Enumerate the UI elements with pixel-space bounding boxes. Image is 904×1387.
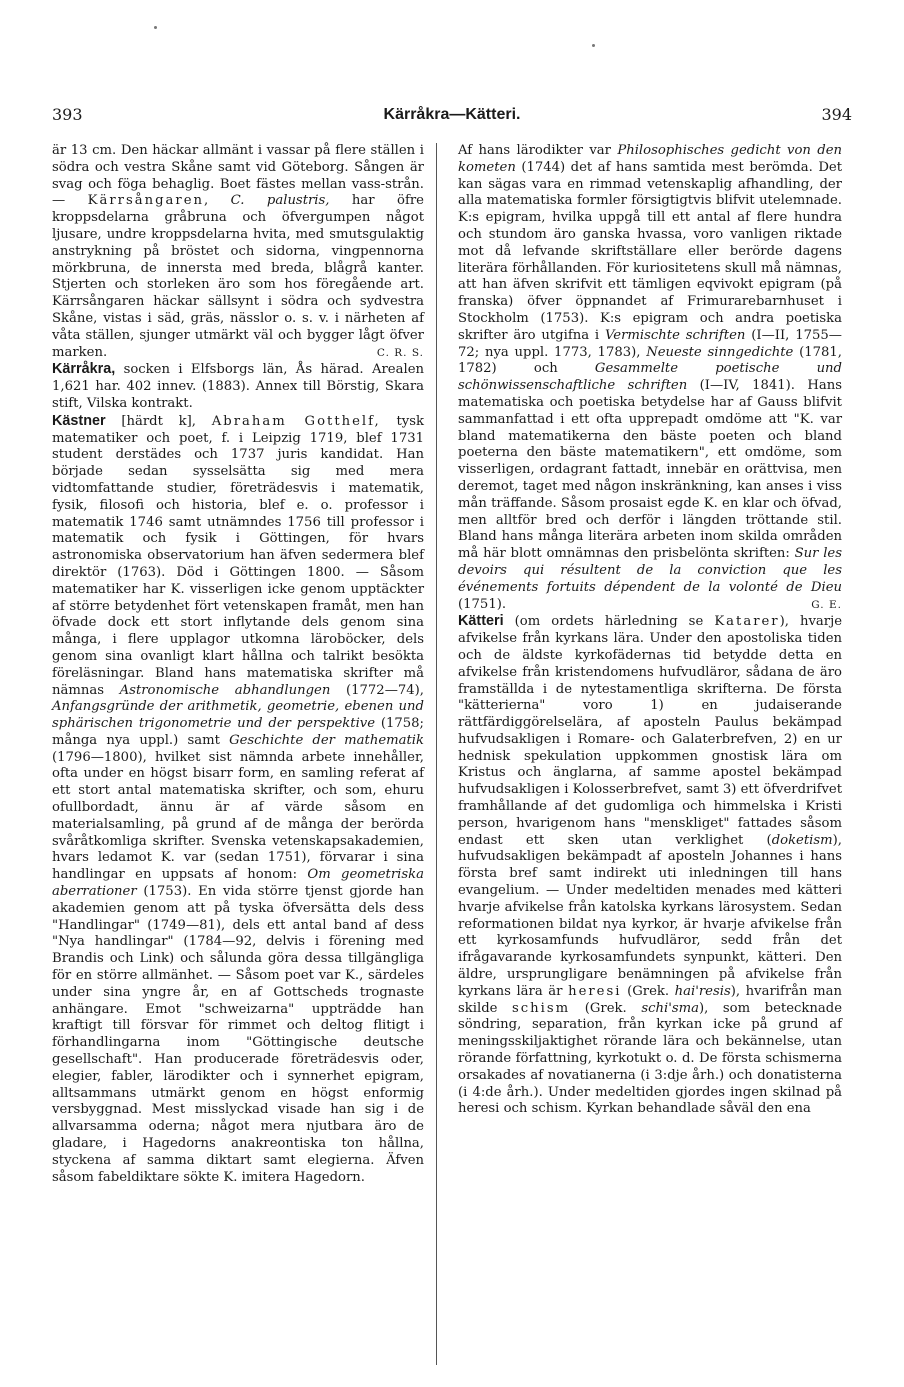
entry-karrsangare-tail: är 13 cm. Den häckar allmänt i vassar på flere ställen i södra och vestra Skåne samt vid Göteborg. Sången är svag och föga behaglig. Boet fästes mellan vass-strån. — Kärrsångaren, C. palustris, har öfre kroppsdelarna gråbruna och öfvergumpen något ljusare, undre kroppsdelarna hvita, med smutsgulaktig anstrykning på bröstet och sidorna, vingpennorna mörkbruna, de innersta med breda, blågrå kanter. Stjerten och storleken äro som hos föregående art. Kärrsångaren häckar sällsynt i södra och sydvestra Skåne, vistas i säd, gräs, nässlor o. s. v. i närheten af våta ställen, sjunger utmärkt väl och bygger lågt öfver marken. C. R. S. — [52, 143, 424, 360]
term-karrsangaren: Kärrsångaren — [87, 193, 204, 209]
headword-karrakra: Kärråkra, — [52, 361, 116, 378]
cross-reference: Katarer — [714, 614, 780, 630]
running-title: Kärråkra—Kätteri. — [383, 106, 521, 123]
term-schism: schism — [512, 1000, 571, 1016]
headword-katteri: Kätteri — [458, 613, 504, 630]
entry-karrakra: Kärråkra, socken i Elfsborgs län, Ås härad. Arealen 1,621 har. 402 innev. (1883). Annex till Börstig, Skara stift, Vilska kontrakt. — [52, 361, 424, 411]
term-heresi: heresi — [568, 983, 622, 999]
entry-kastner-continued: Af hans lärodikter var Philosophisches gedicht von den kometen (1744) det af hans samtida mest berömda. Det kan sägas vara en rimmad vetenskaplig afhandling, der alla matematiska formler försigtigtvis blifvit utelemnade. K:s epigram, hvilka uppgå till ett antal af flere hundra och stundom äro ganska hvassa, voro vanligen riktade mot då lefvande skriftställare eller berörde dagens literära förhållanden. För kuriositetens skull må nämnas, att han äfven skrifvit ett tämligen eqvivokt epigram (på franska) öfver öppnandet af Frimurarebarnhuset i Stockholm (1753). K:s epigram och andra poetiska skrifter äro utgifna i Vermischte schriften (I—II, 1755—72; nya uppl. 1773, 1783), Neueste sinngedichte (1781, 1782) och Gesammelte poetische und schönwissenschaftliche schriften (I—IV, 1841). Hans matematiska och poetiska betydelse har af Gauss blifvit sammanfattad i ett ofta upprepadt omdöme att "K. var bland matematikerna den bäste poeten och bland poeterna den bäste matematikern", ett omdöme, som visserligen, ordagrant fattadt, innebär en orättvisa, men deremot, taget med någon inskränkning, kan anses i viss mån träffande. Såsom prosaist egde K. en klar och öfvad, men alltför bred och derför i längden tröttande stil. Bland hans många literära arbeten inom skilda områden må här blott omnämnas den prisbelönta skriften: Sur les devoirs qui résultent de la conviction que les événements fortuits dépendent de la volonté de Dieu (1751). G. E. — [458, 143, 842, 612]
page-number-right: 394 — [821, 105, 852, 124]
headword-kastner: Kästner — [52, 412, 106, 429]
scan-speck — [154, 26, 157, 29]
page-number-left: 393 — [52, 105, 83, 124]
person-name: Abraham Gotthelf, — [211, 413, 381, 429]
left-column — [52, 143, 424, 1186]
entry-kastner: Kästner [härdt k], Abraham Gotthelf, tysk matematiker och poet, f. i Leipzig 1719, blef 1731 student derstädes och 1737 juris kandidat. Han började sedan sysselsätta sig med mera vidtomfattande studier, företrädesvis i matematik, fysik, filosofi och historia, blef e. o. professor i matematik 1746 samt utnämndes 1756 till professor i matematik och fysik i Göttingen, för hvars astronomiska observatorium han äfven sedermera blef direktör (1763). Död i Göttingen 1800. — Såsom matematiker har K. visserligen icke genom upptäckter af större betydenhet fört vetenskapen framåt, men han öfvade dock ett stort inflytande dels genom sina många, i flere upplagor utkomna läroböcker, dels genom sina ovanligt klart hållna och talrikt besökta föreläsningar. Bland hans matematiska skrifter må nämnas Astronomische abhandlungen (1772—74), Anfangsgründe der arithmetik, geometrie, ebenen und sphärischen trigonometrie und der perspektive (1758; många nya uppl.) samt Geschichte der mathematik (1796—1800), hvilket sist nämnda arbete innehåller, ofta under en högst bisarr form, en samling referat af ett stort antal matematiska skrifter, och som, ehuru ofullbordadt, ännu är af värde såsom en materialsamling, på grund af de många der berörda svåråtkomliga skrifter. Svenska vetenskapsakademien, hvars ledamot K. var (sedan 1751), förvarar i sina handlingar en uppsats af honom: Om geometriska aberrationer (1753). En vida större tjenst gjorde han akademien genom att på tyska öfversätta dels dess "Handlingar" (1749—81), dels ett antal band af dess "Nya handlingar" (1784—92, delvis i förening med Brandis och Link) och sålunda göra dessa tillgängliga för en större allmänhet. — Såsom poet var K., särdeles under sina yngre år, en af Gottscheds trognaste anhängare. Emot "schweizarna" uppträdde han kraftigt till försvar för rimmet och deltog flitigt i förhandlingarna inom "Göttingische deutsche gesellschaft". Han producerade företrädesvis oder, elegier, fabler, lärodikter och i synnerhet epigram, alltsammans utmärkt genom en högst enformig versbyggnad. Mest misslyckad visade han sig i de allvarsamma oderna; något mera njutbara äro de gladare, i Hagedorns anakreontiska ton hållna, styckena af samma diktart samt elegierna. Äfven såsom fabeldiktare sökte K. imitera Hagedorn. — [52, 412, 425, 1185]
page-header — [52, 104, 852, 126]
column-divider — [436, 143, 437, 1365]
scan-speck — [592, 44, 595, 47]
author-signature: G. E. — [811, 598, 842, 611]
right-column — [458, 143, 842, 1118]
author-signature: C. R. S. — [376, 346, 424, 359]
latin-name: C. palustris, — [230, 193, 330, 209]
entry-katteri: Kätteri (om ordets härledning se Katarer), hvarje afvikelse från kyrkans lära. Under den apostoliska tiden och de äldste kyrkofädernas tid betydde detta en afvikelse från kristendomens hufvudläror, sådana de äro framställda i de nytestamentliga skrifterna. De första "kätterierna" voro 1) en judaiserande rättfärdiggörelselära, af aposteln Paulus bekämpad hufvudsakligen i Romare- och Galaterbrefven, 2) en ur hednisk spekulation uppkommen gnostisk lära om Kristus och änglarna, af samme apostel bekämpad hufvudsakligen i Kolosserbrefvet, samt 3) ett öfverdrifvet framhållande af det gudomliga och himmelska i Kristi person, hvarigenom hans "menskliget" fattades såsom endast ett sken utan verklighet (doketism), hufvudsakligen bekämpadt af aposteln Johannes i hans första bref samt indirekt uti inledningen till hans evangelium. — Under medeltiden menades med kätteri hvarje afvikelse från katolska kyrkans lärosystem. Sedan reformationen bildat nya kyrkor, är hvarje afvikelse från ett kyrkosamfunds hufvudläror, sedd från det ifrågavarande kyrkosamfundets synpunkt, kätteri. Den äldre, ursprungligare benämningen på afvikelse från kyrkans lära är heresi (Grek. hai'resis), hvarifrån man skilde schism (Grek. schi'sma), som betecknade söndring, separation, från kyrkan icke på grund af meningsskiljaktighet rörande lära och bekännelse, utan rörande författning, kyrkotukt o. d. De första schismerna orsakades af novatianerna (i 3:dje årh.) och donatisterna (i 4:de årh.). Under medeltiden gjordes ingen skilnad på heresi och schism. Kyrkan behandlade såväl den ena — [458, 613, 843, 1117]
